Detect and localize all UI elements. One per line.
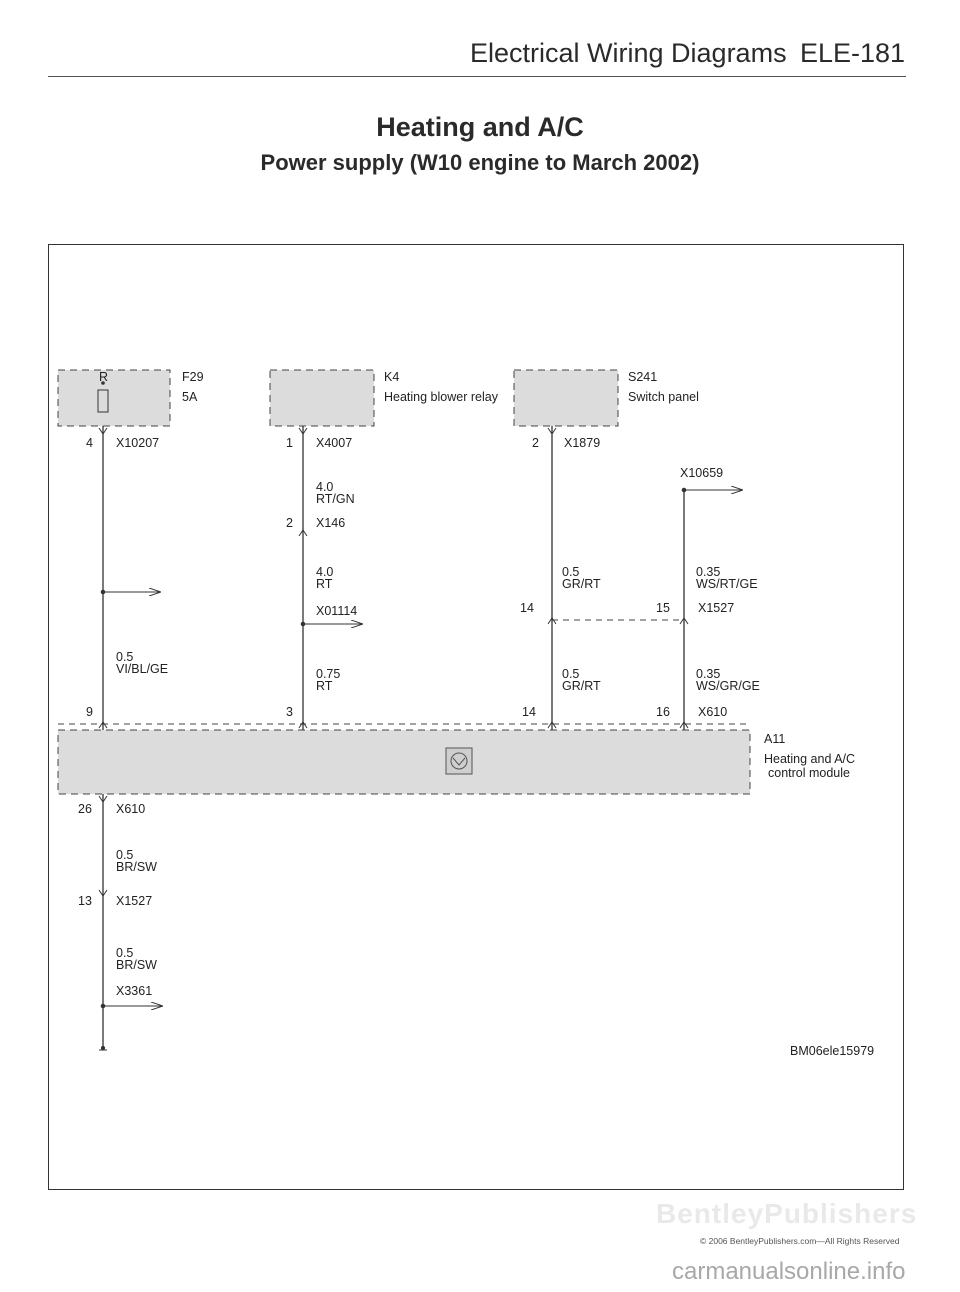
wire-size: 4.0 [316,480,334,494]
wire-color: GR/RT [562,679,601,693]
fuse-f29-box [58,370,170,426]
connector-label: X1879 [564,436,601,450]
connector-label: X610 [698,705,728,719]
module-desc-1: Heating and A/C [764,752,856,766]
pin-number: 4 [86,436,93,450]
module-desc-2: control module [768,766,850,780]
relay-k4-box [270,370,374,426]
section-title: Electrical Wiring Diagrams [470,38,787,68]
connector-label: X610 [116,802,146,816]
connector-label: X01114 [316,604,358,618]
wire-size: 0.5 [116,848,134,862]
pin-number: 1 [286,436,293,450]
wire-color: BR/SW [116,860,157,874]
wire-color: RT [316,679,333,693]
copyright-notice: © 2006 BentleyPublishers.com—All Rights Reserved [700,1236,900,1246]
wire-color: GR/RT [562,577,601,591]
pin-number: 9 [86,705,93,719]
site-watermark: carmanualsonline.info [672,1258,906,1285]
publisher-watermark: BentleyPublishers [656,1198,918,1229]
wire-size: 0.5 [116,946,134,960]
connector-label: X1527 [116,894,153,908]
pin-number: 13 [78,894,92,908]
ground-icon [99,1046,107,1050]
relay-desc: Heating blower relay [384,390,498,404]
connector-label: X10659 [680,466,724,480]
wire-size: 0.35 [696,667,721,681]
pin-number: 26 [78,802,92,816]
pin-number: 2 [286,516,293,530]
connector-label: X146 [316,516,346,530]
wire-color: BR/SW [116,958,157,972]
page-number: ELE-181 [800,38,906,68]
wire-color: RT/GN [316,492,355,506]
wire-size: 0.5 [562,565,580,579]
pin-number: 14 [520,601,534,615]
connector-label: X3361 [116,984,153,998]
switch-s241-box [514,370,618,426]
diagram-code: BM06ele15979 [790,1044,875,1058]
pin-number: 3 [286,705,293,719]
switch-id: S241 [628,370,658,384]
module-id: A11 [764,732,786,746]
pin-number: 15 [656,601,670,615]
wire-size: 0.5 [116,650,134,664]
module-icon [446,748,472,774]
fuse-rating: 5A [182,390,198,404]
wire-color: VI/BL/GE [116,662,169,676]
wire-color: RT [316,577,333,591]
module-a11-box [58,730,750,794]
page-title: Heating and A/C [376,112,584,142]
pin-number: 16 [656,705,670,719]
wire-size: 0.5 [562,667,580,681]
fuse-id: F29 [182,370,204,384]
wire-color: WS/RT/GE [696,577,758,591]
relay-id: K4 [384,370,400,384]
connector-label: X10207 [116,436,160,450]
wire-size: 0.75 [316,667,341,681]
pin-number: 2 [532,436,539,450]
connector-label: X4007 [316,436,353,450]
switch-desc: Switch panel [628,390,699,404]
wire-color: WS/GR/GE [696,679,760,693]
wire-size: 4.0 [316,565,334,579]
fuse-box-label: R [99,370,109,384]
connector-label: X1527 [698,601,735,615]
wire-size: 0.35 [696,565,721,579]
pin-number: 14 [522,705,536,719]
page-subtitle: Power supply (W10 engine to March 2002) [260,150,700,175]
